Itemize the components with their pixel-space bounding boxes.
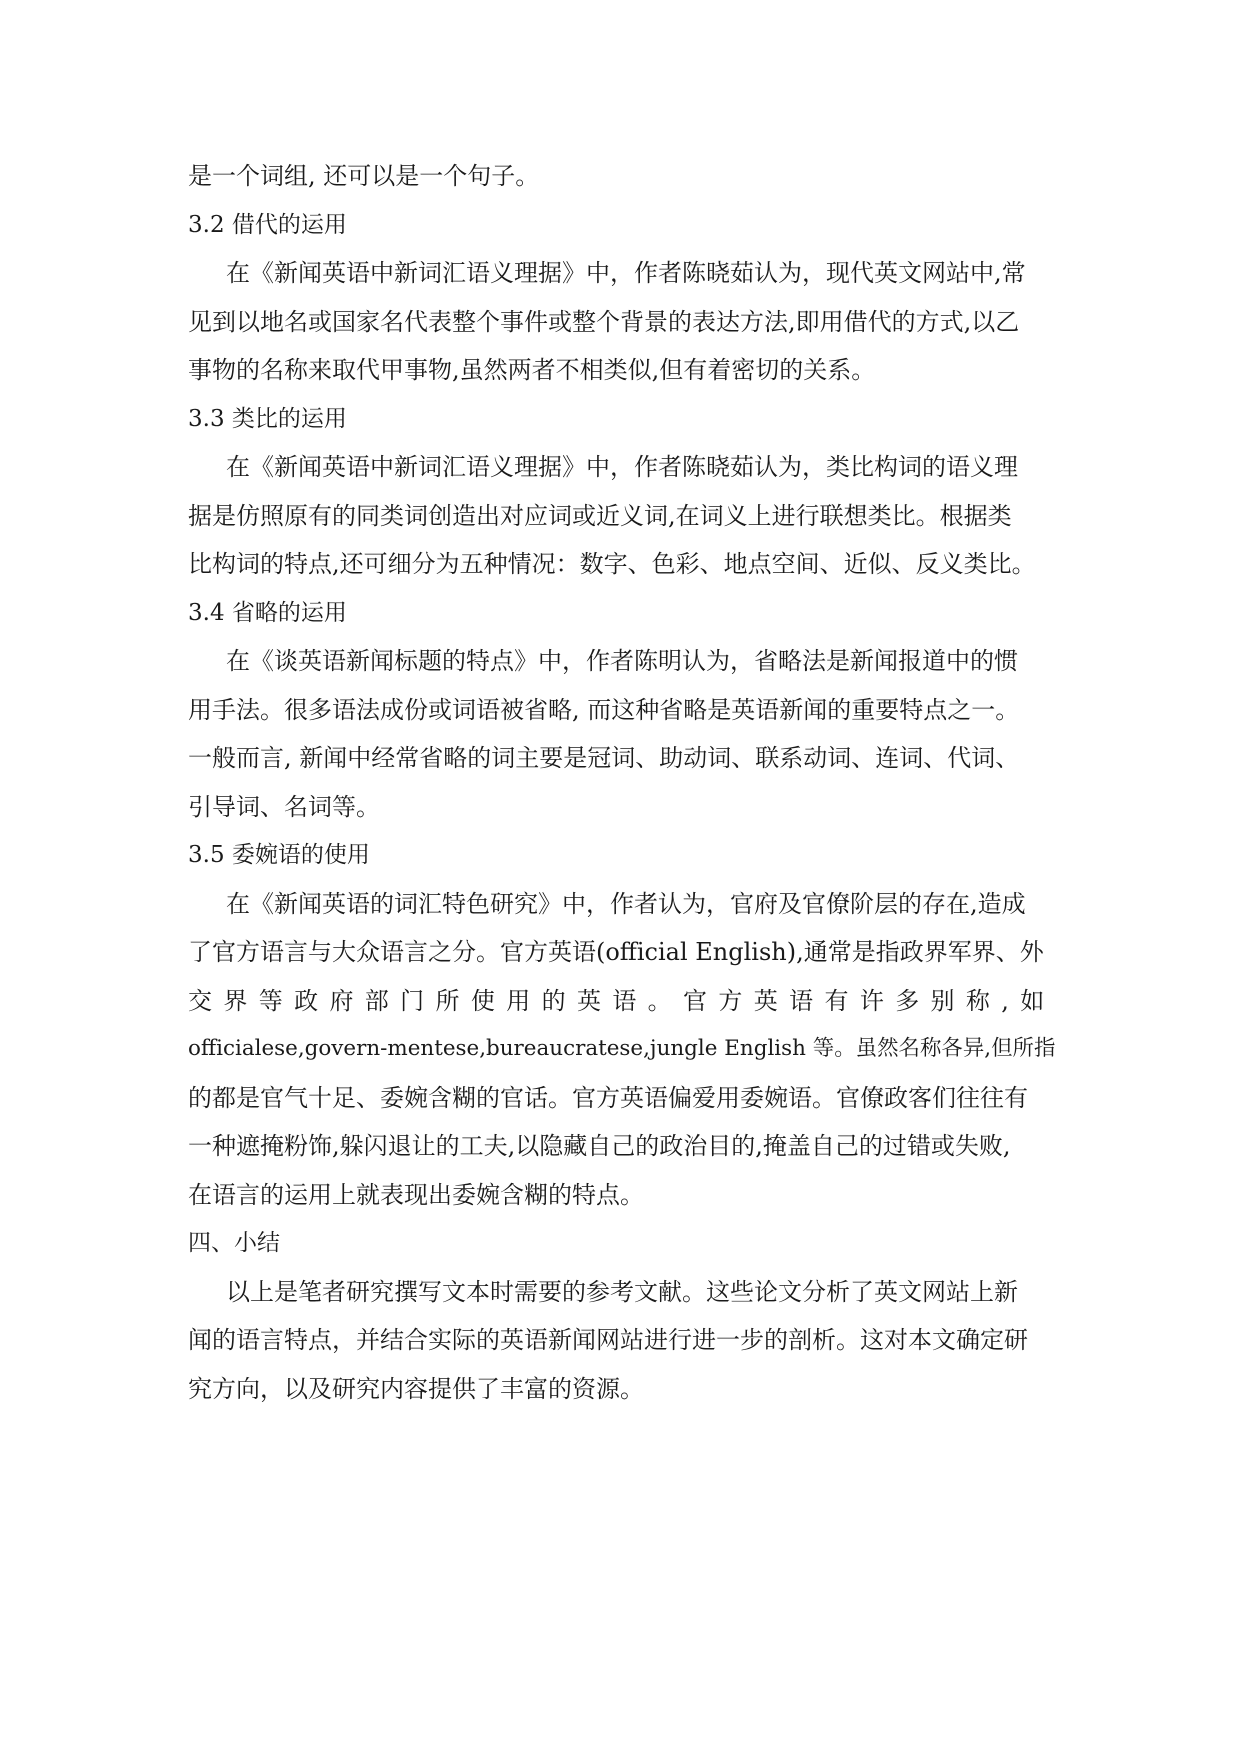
paragraph-line: 以上是笔者研究撰写文本时需要的参考文献。这些论文分析了英文网站上新 bbox=[226, 1277, 1018, 1306]
paragraph-line: 了官方语言与大众语言之分。官方英语(official English),通常是指政界军界、外 bbox=[188, 938, 1044, 966]
paragraph-line: 究方向，以及研究内容提供了丰富的资源。 bbox=[188, 1374, 644, 1403]
paragraph-line: 一种遮掩粉饰,躲闪退让的工夫,以隐藏自己的政治目的,掩盖自己的过错或失败, bbox=[188, 1132, 1011, 1160]
section-heading-3-3: 3.3 类比的运用 bbox=[188, 405, 347, 432]
paragraph-line: 见到以地名或国家名代表整个事件或整个背景的表达方法,即用借代的方式,以乙 bbox=[188, 307, 1020, 336]
paragraph-line: 比构词的特点,还可细分为五种情况：数字、色彩、地点空间、近似、反义类比。 bbox=[188, 550, 1036, 578]
paragraph-line: 闻的语言特点，并结合实际的英语新闻网站进行进一步的剖析。这对本文确定研 bbox=[188, 1326, 1028, 1354]
section-heading-3-2: 3.2 借代的运用 bbox=[188, 211, 347, 238]
paragraph-line: 在《新闻英语中新词汇语义理据》中，作者陈晓茹认为，类比构词的语义理 bbox=[226, 453, 1018, 481]
section-heading-summary: 四、小结 bbox=[188, 1230, 280, 1256]
paragraph-line: 在语言的运用上就表现出委婉含糊的特点。 bbox=[188, 1180, 644, 1209]
paragraph-line: 在《新闻英语的词汇特色研究》中，作者认为，官府及官僚阶层的存在,造成 bbox=[226, 889, 1026, 918]
section-heading-3-4: 3.4 省略的运用 bbox=[188, 599, 347, 626]
paragraph-line: 的都是官气十足、委婉含糊的官话。官方英语偏爱用委婉语。官僚政客们往往有 bbox=[188, 1083, 1028, 1112]
paragraph-line: 交界等政府部门所使用的英语。官方英语有许多别称,如 bbox=[188, 986, 1056, 1015]
paragraph-line: 是一个词组, 还可以是一个句子。 bbox=[188, 162, 540, 190]
paragraph-line: 用手法。很多语法成份或词语被省略, 而这种省略是英语新闻的重要特点之一。 bbox=[188, 695, 1020, 724]
paragraph-line: 引导词、名词等。 bbox=[188, 792, 380, 821]
paragraph-line: 事物的名称来取代甲事物,虽然两者不相类似,但有着密切的关系。 bbox=[188, 356, 876, 384]
paragraph-line: 据是仿照原有的同类词创造出对应词或近义词,在词义上进行联想类比。根据类 bbox=[188, 501, 1012, 530]
paragraph-line: 在《谈英语新闻标题的特点》中，作者陈明认为，省略法是新闻报道中的惯 bbox=[226, 647, 1018, 675]
paragraph-line: officialese,govern-mentese,bureaucratese,jungle English 等。虽然名称各异,但所指 bbox=[188, 1036, 1056, 1061]
document-body bbox=[188, 152, 1056, 1413]
paragraph-line: 在《新闻英语中新词汇语义理据》中，作者陈晓茹认为，现代英文网站中,常 bbox=[226, 259, 1026, 287]
section-heading-3-5: 3.5 委婉语的使用 bbox=[188, 842, 370, 868]
paragraph-line: 一般而言, 新闻中经常省略的词主要是冠词、助动词、联系动词、连词、代词、 bbox=[188, 744, 1020, 772]
